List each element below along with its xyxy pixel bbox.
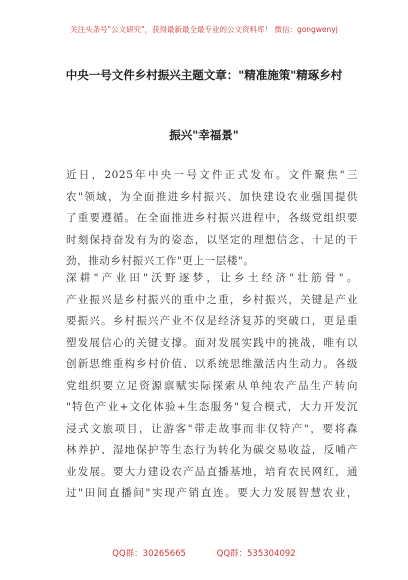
paragraph-line: "特色产业+文化体验+生态服务"复合模式，大力开发沉 [66,401,358,413]
paragraph-line: 林养护、湿地保护等生态行为转化为碳交易收益，反哺产 [66,444,358,456]
paragraph-line: 了重要遵循。在全面推进乡村振兴进程中，各级党组织要 [66,212,358,224]
paragraph-line: 劲，推动乡村振兴工作"更上一层楼"。 [66,255,255,267]
paragraph-line: 过"田间直播间"实现产销直连。要大力发展智慧农业， [66,487,358,499]
paragraph-line: 要振兴。乡村振兴产业不仅是经济复苏的突破口，更是重 [66,315,358,327]
paragraph-line: 业发展。要大力建设农产品直播基地，培育农民网红，通 [66,465,358,478]
paragraph-line: 党组织要立足资源禀赋实际探索从单纯农产品生产转向 [66,379,358,392]
header-promo-banner: 关注头条号"公文研究"，获得最新最全最专业的公文资料库！ 微信：gongwenyj [70,25,338,34]
document-title-line-1: 中央一号文件乡村振兴主题文章："精准施策"精琢乡村 [65,68,343,82]
paragraph-line: 产业振兴是乡村振兴的重中之重，乡村振兴，关键是产业 [66,293,358,306]
paragraph-line: 时刻保持奋发有为的姿态，以坚定的理想信念、十足的干 [66,233,358,246]
paragraph-line: 塑发展信心的关键支撑。面对发展实践中的挑战，唯有以 [66,336,358,349]
paragraph-line: 近日，2025年中央一号文件正式发布。文件聚焦"三 [66,169,358,181]
paragraph-line: 浸式文旅项目，让游客"带走故事而非仅特产"，要将森 [66,422,358,435]
paragraph-industry [66,268,358,505]
paragraph-line: 深耕"产业田"沃野逐梦，让乡土经济"壮筋骨"。 [66,272,358,284]
footer-qq-group-2: QQ群：535304092 [216,549,296,559]
paragraph-line: 创新思维重构乡村价值、以系统思维激活内生动力。各级 [66,358,358,370]
paragraph-line: 农"领域，为全面推进乡村振兴、加快建设农业强国提供 [66,190,358,203]
document-title-line-2: 振兴"幸福景" [169,128,239,142]
footer-qq-group-1: QQ群：30265665 [112,549,186,559]
paragraph-intro [66,165,358,273]
footer-contact [0,547,408,559]
